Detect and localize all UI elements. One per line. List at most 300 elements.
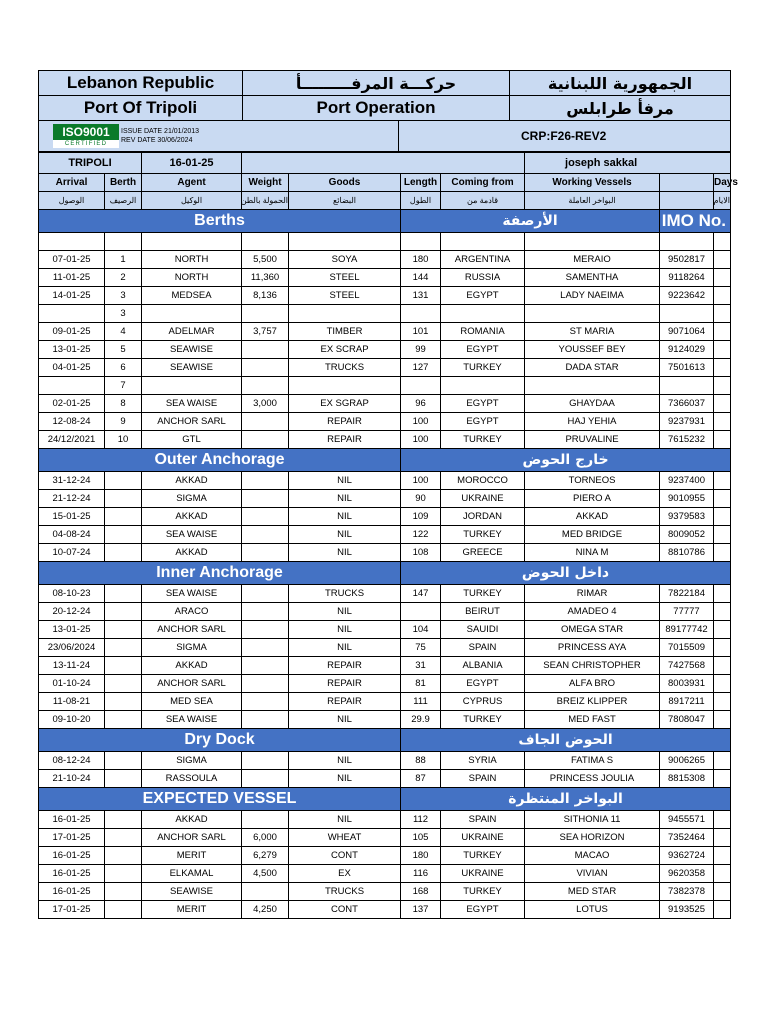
cell-imo: 9193525 [660,901,714,919]
section-header-berths [39,210,731,233]
cell-imo: 9223642 [660,287,714,305]
cell-imo: 77777 [660,603,714,621]
cell-length: 112 [401,811,441,829]
cell-goods: NIL [289,811,401,829]
cell-arrival [39,233,105,251]
cell-imo: 89177742 [660,621,714,639]
table-row [39,829,731,847]
cell-arrival: 16-01-25 [39,811,105,829]
cell-goods: TRUCKS [289,359,401,377]
cell-days [714,865,731,883]
cell-days [714,621,731,639]
section-header-outer [39,449,731,472]
cell-coming-from: TURKEY [441,883,525,901]
col-header-ar-length: الطول [401,192,441,210]
cell-arrival: 01-10-24 [39,675,105,693]
cell-coming-from: EGYPT [441,675,525,693]
table-row [39,287,731,305]
cell-berth [105,603,142,621]
table-row [39,693,731,711]
cell-berth [105,639,142,657]
cell-imo: 9118264 [660,269,714,287]
title-port-of-tripoli-ar: مرفأ طرابلس [510,96,731,121]
cell-length: 109 [401,508,441,526]
col-header-length: Length [401,174,441,192]
cell-goods: CONT [289,847,401,865]
cell-imo: 8009052 [660,526,714,544]
cell-length [401,603,441,621]
cell-imo: 9006265 [660,752,714,770]
cell-imo [660,233,714,251]
cell-weight: 8,136 [242,287,289,305]
cell-working-vessel: SEA HORIZON [525,829,660,847]
iso-certification [39,121,399,152]
cell-working-vessel: TORNEOS [525,472,660,490]
cell-arrival: 04-08-24 [39,526,105,544]
cell-length: 116 [401,865,441,883]
cell-length [401,305,441,323]
cell-coming-from: SPAIN [441,770,525,788]
cell-berth: 3 [105,305,142,323]
cell-days [714,675,731,693]
table-row [39,603,731,621]
cell-days [714,883,731,901]
cell-weight [242,413,289,431]
col-header-working-vessel: Working Vessels [525,174,660,192]
cell-imo: 8003931 [660,675,714,693]
table-row [39,657,731,675]
cell-weight [242,770,289,788]
cell-arrival: 09-01-25 [39,323,105,341]
cell-goods: NIL [289,711,401,729]
col-header-weight: Weight [242,174,289,192]
cell-weight [242,341,289,359]
col-header-ar-agent: الوكيل [142,192,242,210]
col-header-goods: Goods [289,174,401,192]
cell-agent: ARACO [142,603,242,621]
cell-weight: 3,000 [242,395,289,413]
cell-length: 99 [401,341,441,359]
cell-arrival: 08-10-23 [39,585,105,603]
cell-goods: NIL [289,544,401,562]
cell-days [714,901,731,919]
section-title-ar-inner: داخل الحوض [401,562,731,585]
cell-imo: 9379583 [660,508,714,526]
cell-berth [105,490,142,508]
cell-agent [142,233,242,251]
cell-agent: AKKAD [142,811,242,829]
cell-working-vessel: DADA STAR [525,359,660,377]
cell-weight [242,526,289,544]
cell-goods: CONT [289,901,401,919]
cell-weight [242,585,289,603]
cell-arrival: 23/06/2024 [39,639,105,657]
cell-berth [105,829,142,847]
cell-length: 88 [401,752,441,770]
cell-imo [660,377,714,395]
cell-agent: ADELMAR [142,323,242,341]
col-header-ar-goods: البضائع [289,192,401,210]
cell-days [714,395,731,413]
cell-days [714,472,731,490]
table-row [39,752,731,770]
cell-agent: AKKAD [142,472,242,490]
cell-weight: 4,250 [242,901,289,919]
cell-weight [242,675,289,693]
cell-weight [242,711,289,729]
cell-arrival: 17-01-25 [39,901,105,919]
cell-days [714,323,731,341]
cell-agent: ELKAMAL [142,865,242,883]
cell-length: 122 [401,526,441,544]
cell-length: 90 [401,490,441,508]
cell-coming-from: TURKEY [441,847,525,865]
cell-arrival: 21-12-24 [39,490,105,508]
cell-working-vessel: FATIMA S [525,752,660,770]
cell-arrival: 11-01-25 [39,269,105,287]
cell-agent: ANCHOR SARL [142,675,242,693]
cell-length: 131 [401,287,441,305]
cell-agent: NORTH [142,251,242,269]
cell-imo: 9455571 [660,811,714,829]
cell-goods: EX SCRAP [289,341,401,359]
cell-arrival: 02-01-25 [39,395,105,413]
cell-length: 100 [401,431,441,449]
cell-days [714,829,731,847]
cell-weight: 4,500 [242,865,289,883]
cell-agent: NORTH [142,269,242,287]
cell-coming-from: RUSSIA [441,269,525,287]
table-row [39,233,731,251]
section-title-ar-outer: خارج الحوض [401,449,731,472]
table-row [39,431,731,449]
cell-length: 87 [401,770,441,788]
info-row [39,153,731,174]
cell-coming-from [441,233,525,251]
cell-berth: 4 [105,323,142,341]
cell-working-vessel: SAMENTHA [525,269,660,287]
cell-arrival: 08-12-24 [39,752,105,770]
cell-berth: 6 [105,359,142,377]
table-row [39,865,731,883]
cell-days [714,341,731,359]
cell-weight: 5,500 [242,251,289,269]
cell-coming-from: EGYPT [441,413,525,431]
cell-berth [105,544,142,562]
cell-goods: REPAIR [289,657,401,675]
cell-coming-from: TURKEY [441,431,525,449]
section-header-inner [39,562,731,585]
cell-length [401,233,441,251]
cell-length: 180 [401,847,441,865]
cell-agent: ANCHOR SARL [142,413,242,431]
cell-working-vessel: MED FAST [525,711,660,729]
cell-weight: 3,757 [242,323,289,341]
cell-goods: WHEAT [289,829,401,847]
cell-goods: SOYA [289,251,401,269]
cell-agent: AKKAD [142,657,242,675]
section-title-ar-drydock: الحوض الجاف [401,729,731,752]
cell-arrival: 31-12-24 [39,472,105,490]
cell-imo [660,305,714,323]
imo-no-label: IMO No. [660,210,731,233]
cell-length: 100 [401,413,441,431]
cell-arrival: 13-01-25 [39,341,105,359]
cell-goods: REPAIR [289,693,401,711]
cell-coming-from: UKRAINE [441,865,525,883]
cell-arrival: 16-01-25 [39,883,105,901]
cell-imo: 9502817 [660,251,714,269]
cell-agent: RASSOULA [142,770,242,788]
cell-arrival: 04-01-25 [39,359,105,377]
cell-coming-from: BEIRUT [441,603,525,621]
section-title-expected: EXPECTED VESSEL [39,788,401,811]
table-row [39,639,731,657]
cell-days [714,269,731,287]
title-port-of-tripoli: Port Of Tripoli [39,96,243,121]
cell-coming-from: SPAIN [441,639,525,657]
cell-arrival [39,377,105,395]
cell-length: 111 [401,693,441,711]
cell-coming-from [441,305,525,323]
cell-goods [289,233,401,251]
cell-days [714,770,731,788]
cell-length: 108 [401,544,441,562]
cell-goods: NIL [289,639,401,657]
cell-weight [242,811,289,829]
cell-goods: TIMBER [289,323,401,341]
cell-berth: 1 [105,251,142,269]
cell-coming-from: EGYPT [441,287,525,305]
cell-agent: SEAWISE [142,341,242,359]
cell-berth [105,675,142,693]
cell-goods: REPAIR [289,431,401,449]
cell-length: 101 [401,323,441,341]
cell-berth: 10 [105,431,142,449]
cell-imo: 7822184 [660,585,714,603]
col-header-ar-weight: الحمولة بالطن [242,192,289,210]
cell-imo: 8917211 [660,693,714,711]
cell-goods [289,305,401,323]
cell-working-vessel: GHAYDAA [525,395,660,413]
cell-working-vessel: ALFA BRO [525,675,660,693]
cell-imo: 7015509 [660,639,714,657]
cell-working-vessel: PRINCESS AYA [525,639,660,657]
cell-berth [105,526,142,544]
title-lebanon-republic: Lebanon Republic [39,71,243,96]
cell-arrival: 21-10-24 [39,770,105,788]
cell-imo: 7352464 [660,829,714,847]
cell-coming-from: TURKEY [441,585,525,603]
cell-agent: SEA WAISE [142,395,242,413]
cell-days [714,711,731,729]
cell-imo: 9237400 [660,472,714,490]
cell-days [714,508,731,526]
cell-arrival: 11-08-21 [39,693,105,711]
cell-working-vessel [525,233,660,251]
cell-coming-from: EGYPT [441,901,525,919]
cell-goods: REPAIR [289,413,401,431]
cell-days [714,693,731,711]
cell-arrival: 07-01-25 [39,251,105,269]
cell-coming-from: CYPRUS [441,693,525,711]
cell-working-vessel [525,305,660,323]
cell-weight [242,359,289,377]
cell-imo: 9071064 [660,323,714,341]
cell-agent: SIGMA [142,752,242,770]
cell-goods: STEEL [289,287,401,305]
cell-coming-from: UKRAINE [441,829,525,847]
cell-weight [242,883,289,901]
cell-weight [242,752,289,770]
cell-imo: 7615232 [660,431,714,449]
cell-length: 104 [401,621,441,639]
cell-working-vessel: PIERO A [525,490,660,508]
cell-coming-from: TURKEY [441,711,525,729]
cell-berth: 9 [105,413,142,431]
cell-coming-from: TURKEY [441,359,525,377]
cell-working-vessel: OMEGA STAR [525,621,660,639]
cell-weight [242,233,289,251]
cell-agent: AKKAD [142,508,242,526]
cell-length: 75 [401,639,441,657]
cell-weight [242,490,289,508]
cell-coming-from: UKRAINE [441,490,525,508]
section-header-expected [39,788,731,811]
table-row [39,675,731,693]
cell-coming-from: MOROCCO [441,472,525,490]
cell-agent: MEDSEA [142,287,242,305]
iso-9001-logo [53,124,119,148]
table-row [39,847,731,865]
cell-goods: NIL [289,752,401,770]
cell-arrival: 20-12-24 [39,603,105,621]
cell-length: 180 [401,251,441,269]
cell-berth [105,693,142,711]
cell-agent [142,377,242,395]
cell-days [714,657,731,675]
col-header-agent: Agent [142,174,242,192]
cell-berth: 2 [105,269,142,287]
cell-imo: 9010955 [660,490,714,508]
cell-coming-from: EGYPT [441,395,525,413]
cell-working-vessel: SITHONIA 11 [525,811,660,829]
cell-berth: 7 [105,377,142,395]
cell-length: 144 [401,269,441,287]
cell-arrival: 10-07-24 [39,544,105,562]
table-row [39,508,731,526]
cell-working-vessel: SEAN CHRISTOPHER [525,657,660,675]
table-row [39,490,731,508]
cell-coming-from: ALBANIA [441,657,525,675]
info-author: joseph sakkal [525,153,731,174]
cell-days [714,413,731,431]
cell-agent: MERIT [142,901,242,919]
table-row [39,901,731,919]
title-port-operation: Port Operation [243,96,510,121]
table-row [39,269,731,287]
cell-goods [289,377,401,395]
cell-days [714,585,731,603]
cell-length: 29.9 [401,711,441,729]
cell-weight [242,603,289,621]
cell-weight [242,472,289,490]
col-header-ar-days: الايام [714,192,731,210]
cell-berth [105,711,142,729]
cell-agent: SEA WAISE [142,585,242,603]
cell-goods: TRUCKS [289,585,401,603]
cell-imo: 7808047 [660,711,714,729]
col-header-imo [660,174,714,192]
col-header-days: Days [714,174,731,192]
table-row [39,472,731,490]
table-row [39,883,731,901]
iso-logo-bottom: CERTIFIED [53,140,119,148]
cell-goods: EX SGRAP [289,395,401,413]
cell-weight [242,657,289,675]
cell-berth [105,865,142,883]
cell-working-vessel: LOTUS [525,901,660,919]
col-header-ar-berth: الرصيف [105,192,142,210]
table-row [39,526,731,544]
cell-weight [242,621,289,639]
cell-imo: 9362724 [660,847,714,865]
cell-imo: 8815308 [660,770,714,788]
cell-goods: NIL [289,490,401,508]
cell-agent: MERIT [142,847,242,865]
cell-goods: STEEL [289,269,401,287]
cell-working-vessel: MED STAR [525,883,660,901]
cell-arrival: 17-01-25 [39,829,105,847]
document-code: CRP:F26-REV2 [399,121,731,152]
table-row [39,395,731,413]
cell-working-vessel: PRUVALINE [525,431,660,449]
cell-working-vessel: LADY NAEIMA [525,287,660,305]
cell-length [401,377,441,395]
cell-length: 105 [401,829,441,847]
table-row [39,770,731,788]
cell-working-vessel: MACAO [525,847,660,865]
cell-arrival: 16-01-25 [39,865,105,883]
col-header-arrival: Arrival [39,174,105,192]
cell-weight [242,693,289,711]
info-spacer [242,153,525,174]
cell-goods: NIL [289,770,401,788]
section-title-drydock: Dry Dock [39,729,401,752]
iso-logo-top: ISO9001 [53,124,119,140]
cell-days [714,847,731,865]
cell-length: 100 [401,472,441,490]
cell-imo: 7366037 [660,395,714,413]
table-row [39,341,731,359]
cell-weight [242,508,289,526]
cell-days [714,287,731,305]
cell-imo: 7382378 [660,883,714,901]
cell-arrival: 16-01-25 [39,847,105,865]
cell-length: 96 [401,395,441,413]
cell-days [714,359,731,377]
cell-berth [105,508,142,526]
title-lebanese-republic-ar: الجمهورية اللبنانية [510,71,731,96]
cell-coming-from: ROMANIA [441,323,525,341]
section-title-ar-expected: البواخر المنتظرة [401,788,731,811]
cell-berth [105,883,142,901]
section-title-ar-berths: الأرصفة [401,210,660,233]
cell-arrival: 24/12/2021 [39,431,105,449]
cell-arrival: 15-01-25 [39,508,105,526]
cell-coming-from: SPAIN [441,811,525,829]
cell-berth [105,752,142,770]
